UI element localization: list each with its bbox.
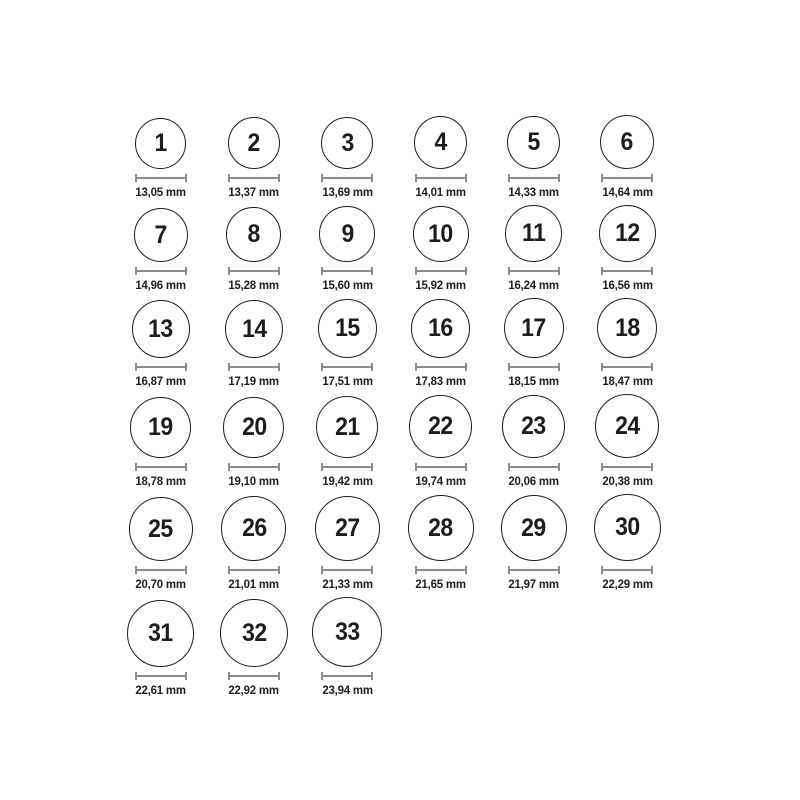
ring-circle [221,496,286,561]
diameter-label: 21,33 mm [322,577,373,591]
ring-circle [505,205,562,262]
diameter-measure-line [321,267,373,275]
ring-circle [225,300,283,358]
ring-size-cell [487,116,580,200]
ring-circle [599,205,656,262]
ring-size-cell [580,115,673,200]
diameter-label: 21,97 mm [508,577,560,591]
ring-size-number: 12 [614,219,640,247]
diameter-label: 14,33 mm [508,185,560,199]
diameter-label: 17,51 mm [322,374,373,388]
ring-size-number: 4 [434,128,447,156]
diameter-label: 21,65 mm [415,577,466,591]
diameter-label: 19,10 mm [228,474,280,488]
diameter-measure-line [228,463,280,471]
ring-size-number: 27 [334,514,360,542]
ring-size-number: 30 [614,513,640,541]
ring-size-cell [580,494,673,592]
diameter-measure-line [135,566,187,574]
ring-circle [501,495,567,561]
ring-size-number: 14 [241,314,267,343]
diameter-label: 20,38 mm [601,474,653,488]
diameter-label: 17,19 mm [228,374,280,388]
diameter-label: 16,24 mm [508,278,560,292]
ring-size-cell [301,496,394,592]
ring-circle [318,299,377,358]
diameter-label: 14,96 mm [135,278,186,292]
ring-size-cell [207,300,300,389]
ring-size-cell [394,206,487,293]
diameter-label: 13,69 mm [322,185,373,199]
diameter-measure-line [415,174,467,182]
ring-size-number: 21 [334,412,360,441]
ring-circle [312,597,382,667]
diameter-label: 16,87 mm [135,374,186,388]
ring-size-row [114,205,680,293]
diameter-label: 13,05 mm [135,185,186,199]
diameter-measure-line [321,363,373,371]
diameter-label: 20,70 mm [135,577,186,591]
ring-size-cell [301,597,394,698]
diameter-label: 15,60 mm [322,278,373,292]
ring-circle [597,298,657,358]
ring-size-number: 33 [334,617,360,646]
ring-size-number: 15 [334,314,360,342]
diameter-label: 14,01 mm [415,185,466,199]
ring-size-cell [114,118,207,200]
ring-size-cell [207,397,300,489]
ring-size-number: 5 [527,128,540,156]
diameter-measure-line [508,463,560,471]
ring-circle [600,115,654,169]
diameter-measure-line [415,566,467,574]
ring-size-number: 26 [241,514,267,542]
ring-circle [228,117,280,169]
ring-size-number: 20 [241,413,267,441]
ring-size-cell [394,495,487,592]
diameter-label: 18,78 mm [135,474,186,488]
diameter-measure-line [135,174,187,182]
ring-size-cell [394,395,487,489]
ring-circle [413,206,469,262]
ring-size-number: 7 [154,220,167,249]
ring-size-number: 19 [148,413,173,441]
diameter-measure-line [228,566,280,574]
ring-size-cell [114,397,207,489]
ring-circle [135,118,186,169]
ring-size-cell [394,299,487,389]
ring-circle [411,299,470,358]
ring-size-number: 9 [341,219,354,248]
ring-circle [504,298,564,358]
ring-circle [408,495,474,561]
ring-circle [127,600,194,667]
ring-circle [502,395,565,458]
ring-size-number: 32 [241,618,267,647]
ring-size-row [114,298,680,389]
ring-size-number: 31 [148,619,173,647]
ring-circle [594,494,661,561]
diameter-label: 19,42 mm [322,474,373,488]
ring-size-grid [114,115,680,703]
ring-size-number: 29 [521,513,547,542]
ring-size-number: 23 [521,412,547,440]
ring-size-cell [487,298,580,389]
ring-size-cell [114,497,207,592]
diameter-label: 18,15 mm [508,374,560,388]
ring-size-cell [580,394,673,489]
ring-size-cell [487,395,580,489]
ring-size-number: 13 [148,314,173,343]
diameter-measure-line [601,566,653,574]
ring-size-number: 3 [341,128,354,157]
ring-size-number: 10 [428,219,453,248]
diameter-measure-line [321,566,373,574]
ring-circle [129,497,193,561]
ring-size-number: 17 [521,313,547,342]
ring-circle [220,599,288,667]
ring-size-row [114,494,680,592]
ring-size-cell [580,205,673,293]
ring-size-number: 1 [154,129,167,157]
ring-size-row [114,597,680,698]
ring-circle [223,397,284,458]
ring-circle [595,394,659,458]
ring-size-number: 22 [428,412,453,440]
diameter-label: 23,94 mm [322,683,373,697]
ring-size-number: 8 [247,220,261,248]
ring-size-number: 18 [614,313,640,342]
diameter-measure-line [601,174,653,182]
diameter-label: 14,64 mm [601,185,653,199]
ring-size-cell [301,299,394,389]
diameter-measure-line [228,672,280,680]
ring-circle [132,300,190,358]
ring-size-cell [207,496,300,592]
ring-circle [134,208,188,262]
ring-circle [130,397,191,458]
diameter-measure-line [415,267,467,275]
ring-size-cell [580,298,673,389]
diameter-label: 13,37 mm [228,185,280,199]
diameter-label: 21,01 mm [228,577,280,591]
ring-circle [507,116,560,169]
diameter-label: 20,06 mm [508,474,560,488]
diameter-measure-line [135,672,187,680]
diameter-label: 22,61 mm [135,683,186,697]
ring-size-cell [301,206,394,293]
diameter-label: 15,92 mm [415,278,466,292]
diameter-measure-line [135,363,187,371]
ring-size-number: 24 [614,411,640,440]
diameter-label: 22,92 mm [228,683,280,697]
ring-circle [409,395,472,458]
ring-circle [319,206,375,262]
diameter-measure-line [228,363,280,371]
ring-circle [315,496,380,561]
ring-size-cell [207,117,300,200]
ring-size-cell [114,300,207,389]
diameter-label: 22,29 mm [601,577,653,591]
ring-size-cell [207,207,300,293]
diameter-measure-line [415,363,467,371]
ring-size-number: 16 [428,314,453,342]
diameter-measure-line [321,174,373,182]
ring-size-row [114,115,680,200]
diameter-label: 17,83 mm [415,374,466,388]
diameter-measure-line [228,174,280,182]
diameter-label: 19,74 mm [415,474,466,488]
ring-size-row [114,394,680,489]
ring-size-cell [207,599,300,698]
ring-size-cell [114,600,207,698]
ring-size-number: 28 [428,513,453,542]
diameter-measure-line [601,463,653,471]
ring-size-cell [301,117,394,200]
ring-size-number: 11 [522,219,546,247]
diameter-label: 16,56 mm [601,278,653,292]
ring-size-cell [487,495,580,592]
ring-circle [316,396,378,458]
diameter-measure-line [321,672,373,680]
diameter-measure-line [135,463,187,471]
ring-size-cell [114,208,207,293]
ring-size-cell [301,396,394,489]
ring-circle [226,207,281,262]
diameter-measure-line [415,463,467,471]
diameter-measure-line [508,363,560,371]
diameter-label: 15,28 mm [228,278,280,292]
diameter-measure-line [508,174,560,182]
diameter-measure-line [601,267,653,275]
ring-circle [321,117,373,169]
ring-size-number: 25 [148,514,173,543]
diameter-label: 18,47 mm [601,374,653,388]
diameter-measure-line [135,267,187,275]
ring-size-cell [487,205,580,293]
diameter-measure-line [508,267,560,275]
diameter-measure-line [601,363,653,371]
diameter-measure-line [508,566,560,574]
diameter-measure-line [321,463,373,471]
ring-size-number: 2 [247,128,261,157]
ring-size-number: 6 [620,127,634,156]
diameter-measure-line [228,267,280,275]
ring-circle [414,116,467,169]
ring-size-cell [394,116,487,200]
